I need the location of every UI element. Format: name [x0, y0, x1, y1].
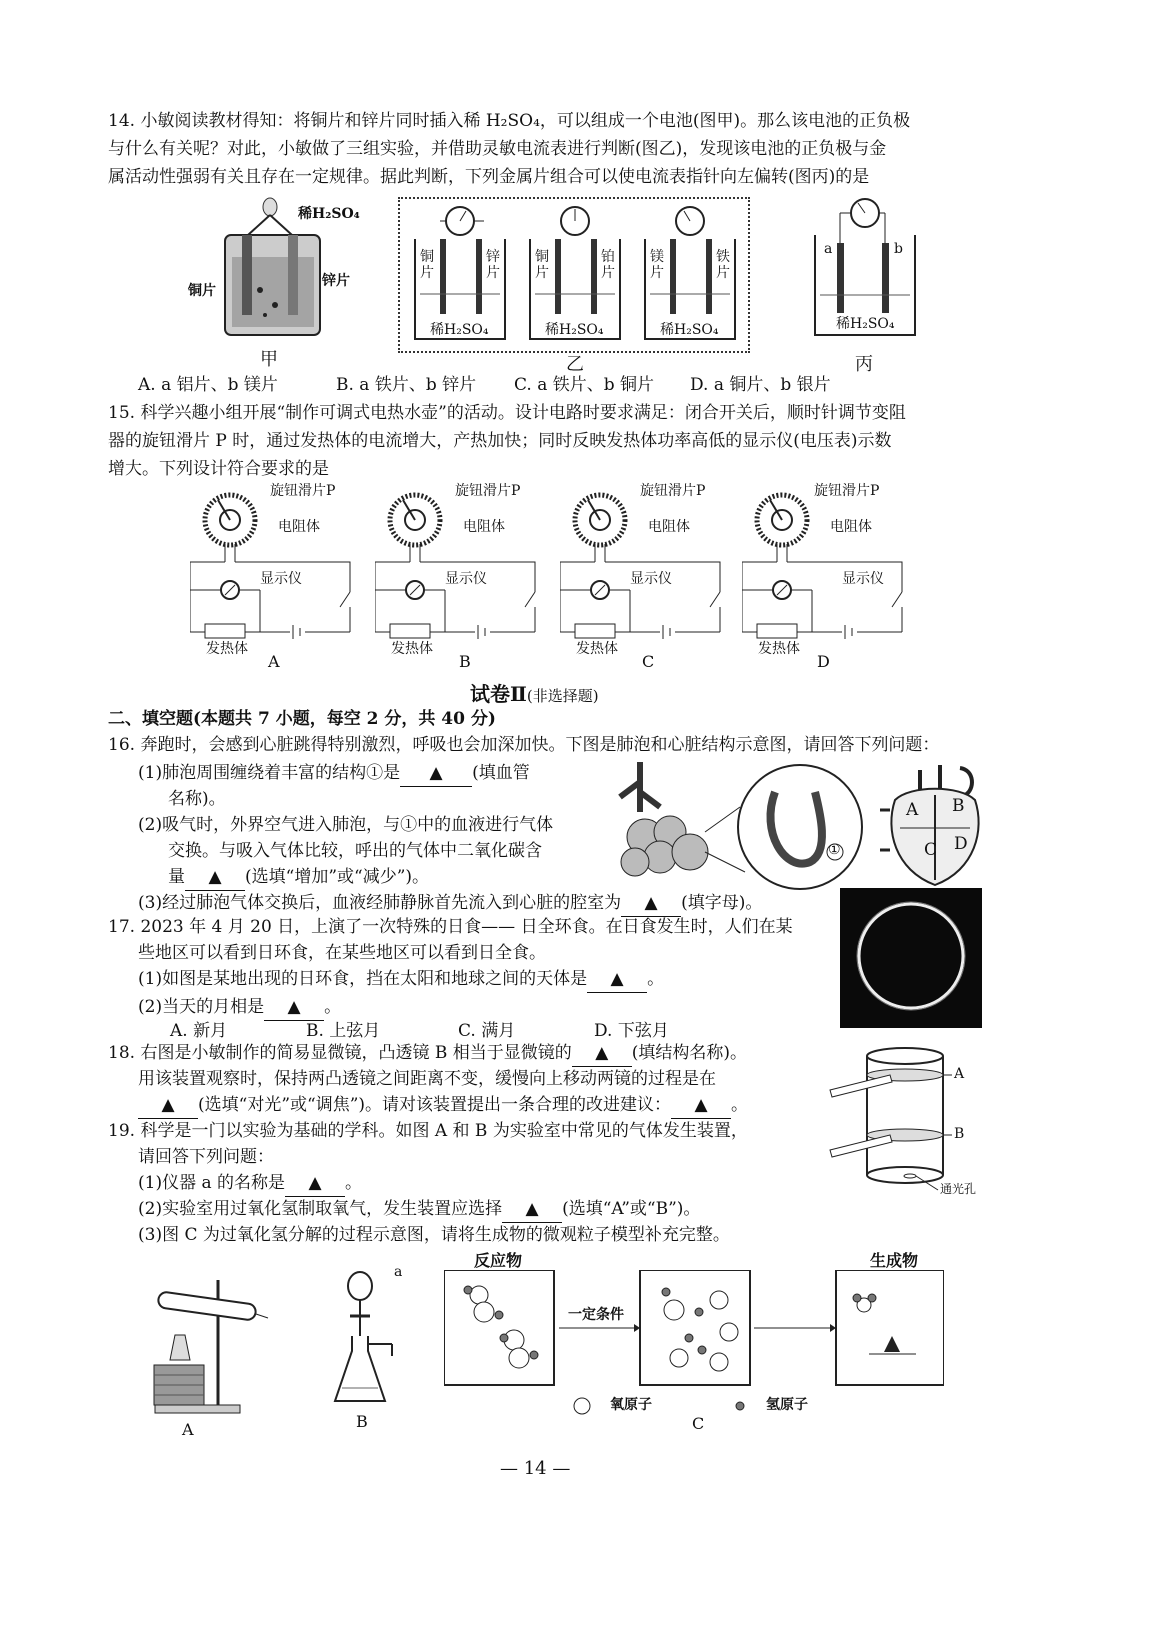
cell1-left: 铜片: [420, 249, 434, 281]
q17-option-a: A. 新月: [170, 1021, 228, 1041]
label-acid-bing: 稀H₂SO₄: [836, 316, 895, 332]
apparatus-a-label: A: [182, 1420, 194, 1439]
cell1-right: 锌片: [486, 249, 500, 281]
cell2-acid: 稀H₂SO₄: [545, 322, 604, 338]
figure-yi: [398, 197, 750, 353]
cell2-left: 铜片: [535, 249, 549, 281]
figure-jia: [180, 195, 360, 375]
heart-label-a: A: [906, 800, 919, 820]
cell3-right: 铁片: [716, 249, 730, 281]
q15-line2: 器的旋钮滑片 P 时，通过发热体的电流增大，产热加快；同时反映发热体功率高低的显示仪(电压表)示数: [108, 431, 892, 451]
q16-stem: 16. 奔跑时，会感到心脏跳得特别激烈，呼吸也会加深加快。下图是肺泡和心脏结构示意图，请回答下列问题：: [108, 735, 940, 755]
lens-label-b: B: [954, 1126, 965, 1142]
vessel-label: ①: [828, 842, 841, 858]
heart-label-d: D: [954, 834, 968, 854]
circuit-caption: A: [268, 652, 280, 671]
label-copper: 铜片: [188, 283, 216, 299]
condition-label: 一定条件: [568, 1307, 624, 1323]
knob-label: 旋钮滑片P: [640, 483, 706, 499]
meter-label: 显示仪: [842, 571, 884, 587]
lung-figure: [610, 752, 870, 892]
q15-line1: 15. 科学兴趣小组开展“制作可调式电热水壶”的活动。设计电路时要求满足：闭合开关后，顺时针调节变阻: [108, 403, 906, 423]
circuit-a: [190, 482, 380, 672]
q17-stem1: 17. 2023 年 4 月 20 日，上演了一次特殊的日食—— 日全环食。在日食发生时，人们在某: [108, 917, 793, 937]
q16-p2a: (2)吸气时，外界空气进入肺泡，与①中的血液进行气体: [138, 815, 554, 835]
q16-p1: (1)肺泡周围缠绕着丰富的结构①是 ▲ (填血管: [138, 760, 530, 787]
microscope-figure: [820, 1040, 990, 1200]
meter-label: 显示仪: [630, 571, 672, 587]
q14-line1: 14. 小敏阅读教材得知：将铜片和锌片同时插入稀 H₂SO₄，可以组成一个电池(图甲)。那么该电池的正负极: [108, 111, 911, 131]
caption-bing: 丙: [855, 354, 873, 375]
eclipse-photo: [840, 888, 982, 1028]
circuit-caption: D: [817, 652, 830, 671]
circuit-d: [742, 482, 932, 672]
lens-label-a: A: [954, 1066, 965, 1082]
meter-label: 显示仪: [260, 571, 302, 587]
q18-line3: ▲ (选填“对光”或“调焦”)。请对该装置提出一条合理的改进建议： ▲ 。: [138, 1092, 748, 1119]
q16-p3: (3)经过肺泡气体交换后，血液经肺静脉首先流入到心脏的腔室为 ▲ (填字母)。: [138, 890, 762, 917]
resistor-label: 电阻体: [830, 519, 872, 535]
q17-option-d: D. 下弦月: [594, 1021, 669, 1041]
page-number: — 14 —: [500, 1458, 571, 1479]
apparatus-b: [330, 1266, 410, 1436]
circuit-caption: B: [459, 652, 471, 671]
resistor-label: 电阻体: [463, 519, 505, 535]
cell3-left: 镁片: [650, 249, 664, 281]
q15-line3: 增大。下列设计符合要求的是: [108, 459, 329, 479]
instrument-a-label: a: [394, 1264, 403, 1280]
figure-c-label: C: [692, 1414, 705, 1433]
q17-stem2: 些地区可以看到日环食，在某些地区可以看到日全食。: [138, 943, 546, 963]
q17-option-b: B. 上弦月: [306, 1021, 381, 1041]
q14-line3: 属活动性强弱有关且存在一定规律。据此判断，下列金属片组合可以使电流表指针向左偏转(图丙)的是: [108, 167, 870, 187]
q19-stem1: 19. 科学是一门以实验为基础的学科。如图 A 和 B 为实验室中常见的气体发生装置，: [108, 1121, 748, 1141]
q19-stem2: 请回答下列问题：: [138, 1147, 274, 1167]
knob-label: 旋钮滑片P: [814, 483, 880, 499]
q16-p2c: 量 ▲ (选填“增加”或“减少”)。: [168, 864, 429, 891]
q16-p2b: 交换。与吸入气体比较，呼出的气体中二氧化碳含: [168, 841, 542, 861]
q18-line1: 18. 右图是小敏制作的简易显微镜，凸透镜 B 相当于显微镜的 ▲ (填结构名称)。: [108, 1040, 747, 1067]
resistor-label: 电阻体: [278, 519, 320, 535]
cell1-acid: 稀H₂SO₄: [430, 322, 489, 338]
cell3-acid: 稀H₂SO₄: [660, 322, 719, 338]
reactant-label: 反应物: [474, 1251, 523, 1270]
q14-option-b: B. a 铁片、b 锌片: [336, 375, 477, 395]
heater-label: 发热体: [391, 641, 433, 657]
heart-figure: [880, 760, 990, 890]
q14-option-c: C. a 铁片、b 铜片: [514, 375, 655, 395]
q17-p2: (2)当天的月相是 ▲ 。: [138, 994, 341, 1021]
label-b: b: [894, 241, 903, 257]
reaction-diagram: [444, 1248, 944, 1438]
q14-option-a: A. a 铝片、b 镁片: [138, 375, 278, 395]
paper2-title: 试卷Ⅱ(非选择题): [470, 682, 599, 706]
section2-header: 二、填空题(本题共 7 小题，每空 2 分，共 40 分): [108, 709, 496, 729]
knob-label: 旋钮滑片P: [455, 483, 521, 499]
knob-label: 旋钮滑片P: [270, 483, 336, 499]
circuit-b: [375, 482, 565, 672]
q19-p3: (3)图 C 为过氧化氢分解的过程示意图，请将生成物的微观粒子模型补充完整。: [138, 1225, 730, 1245]
hole-label: 通光孔: [940, 1182, 977, 1196]
label-a: a: [824, 241, 833, 257]
circuit-c: [560, 482, 750, 672]
circuit-caption: C: [642, 652, 655, 671]
apparatus-b-label: B: [356, 1412, 368, 1431]
q14-option-d: D. a 铜片、b 银片: [690, 375, 831, 395]
heater-label: 发热体: [758, 641, 800, 657]
q16-p1c: 名称)。: [168, 789, 226, 809]
q17-p1: (1)如图是某地出现的日环食，挡在太阳和地球之间的天体是 ▲ 。: [138, 966, 664, 993]
cell2-right: 铂片: [601, 249, 615, 281]
caption-yi: 乙: [566, 354, 584, 375]
meter-label: 显示仪: [445, 571, 487, 587]
oxygen-legend: 氧原子: [610, 1397, 652, 1413]
heater-label: 发热体: [206, 641, 248, 657]
q19-p2: (2)实验室用过氧化氢制取氧气，发生装置应选择 ▲ (选填“A”或“B”)。: [138, 1196, 700, 1223]
caption-jia: 甲: [260, 349, 278, 370]
resistor-label: 电阻体: [648, 519, 690, 535]
hydrogen-legend: 氢原子: [766, 1397, 808, 1413]
heater-label: 发热体: [576, 641, 618, 657]
q18-line2: 用该装置观察时，保持两凸透镜之间距离不变，缓慢向上移动两镜的过程是在: [138, 1069, 716, 1089]
product-label: 生成物: [870, 1251, 919, 1270]
q19-p1: (1)仪器 a 的名称是 ▲ 。: [138, 1170, 362, 1197]
heart-label-b: B: [952, 796, 965, 816]
figure-bing: [810, 195, 920, 375]
q17-option-c: C. 满月: [458, 1021, 516, 1041]
label-acid: 稀H₂SO₄: [298, 206, 360, 222]
apparatus-a: [150, 1270, 270, 1440]
heart-label-c: C: [924, 840, 938, 860]
q14-line2: 与什么有关呢？对此，小敏做了三组实验，并借助灵敏电流表进行判断(图乙)，发现该电池的正负极与金: [108, 139, 887, 159]
label-zinc: 锌片: [322, 273, 350, 289]
